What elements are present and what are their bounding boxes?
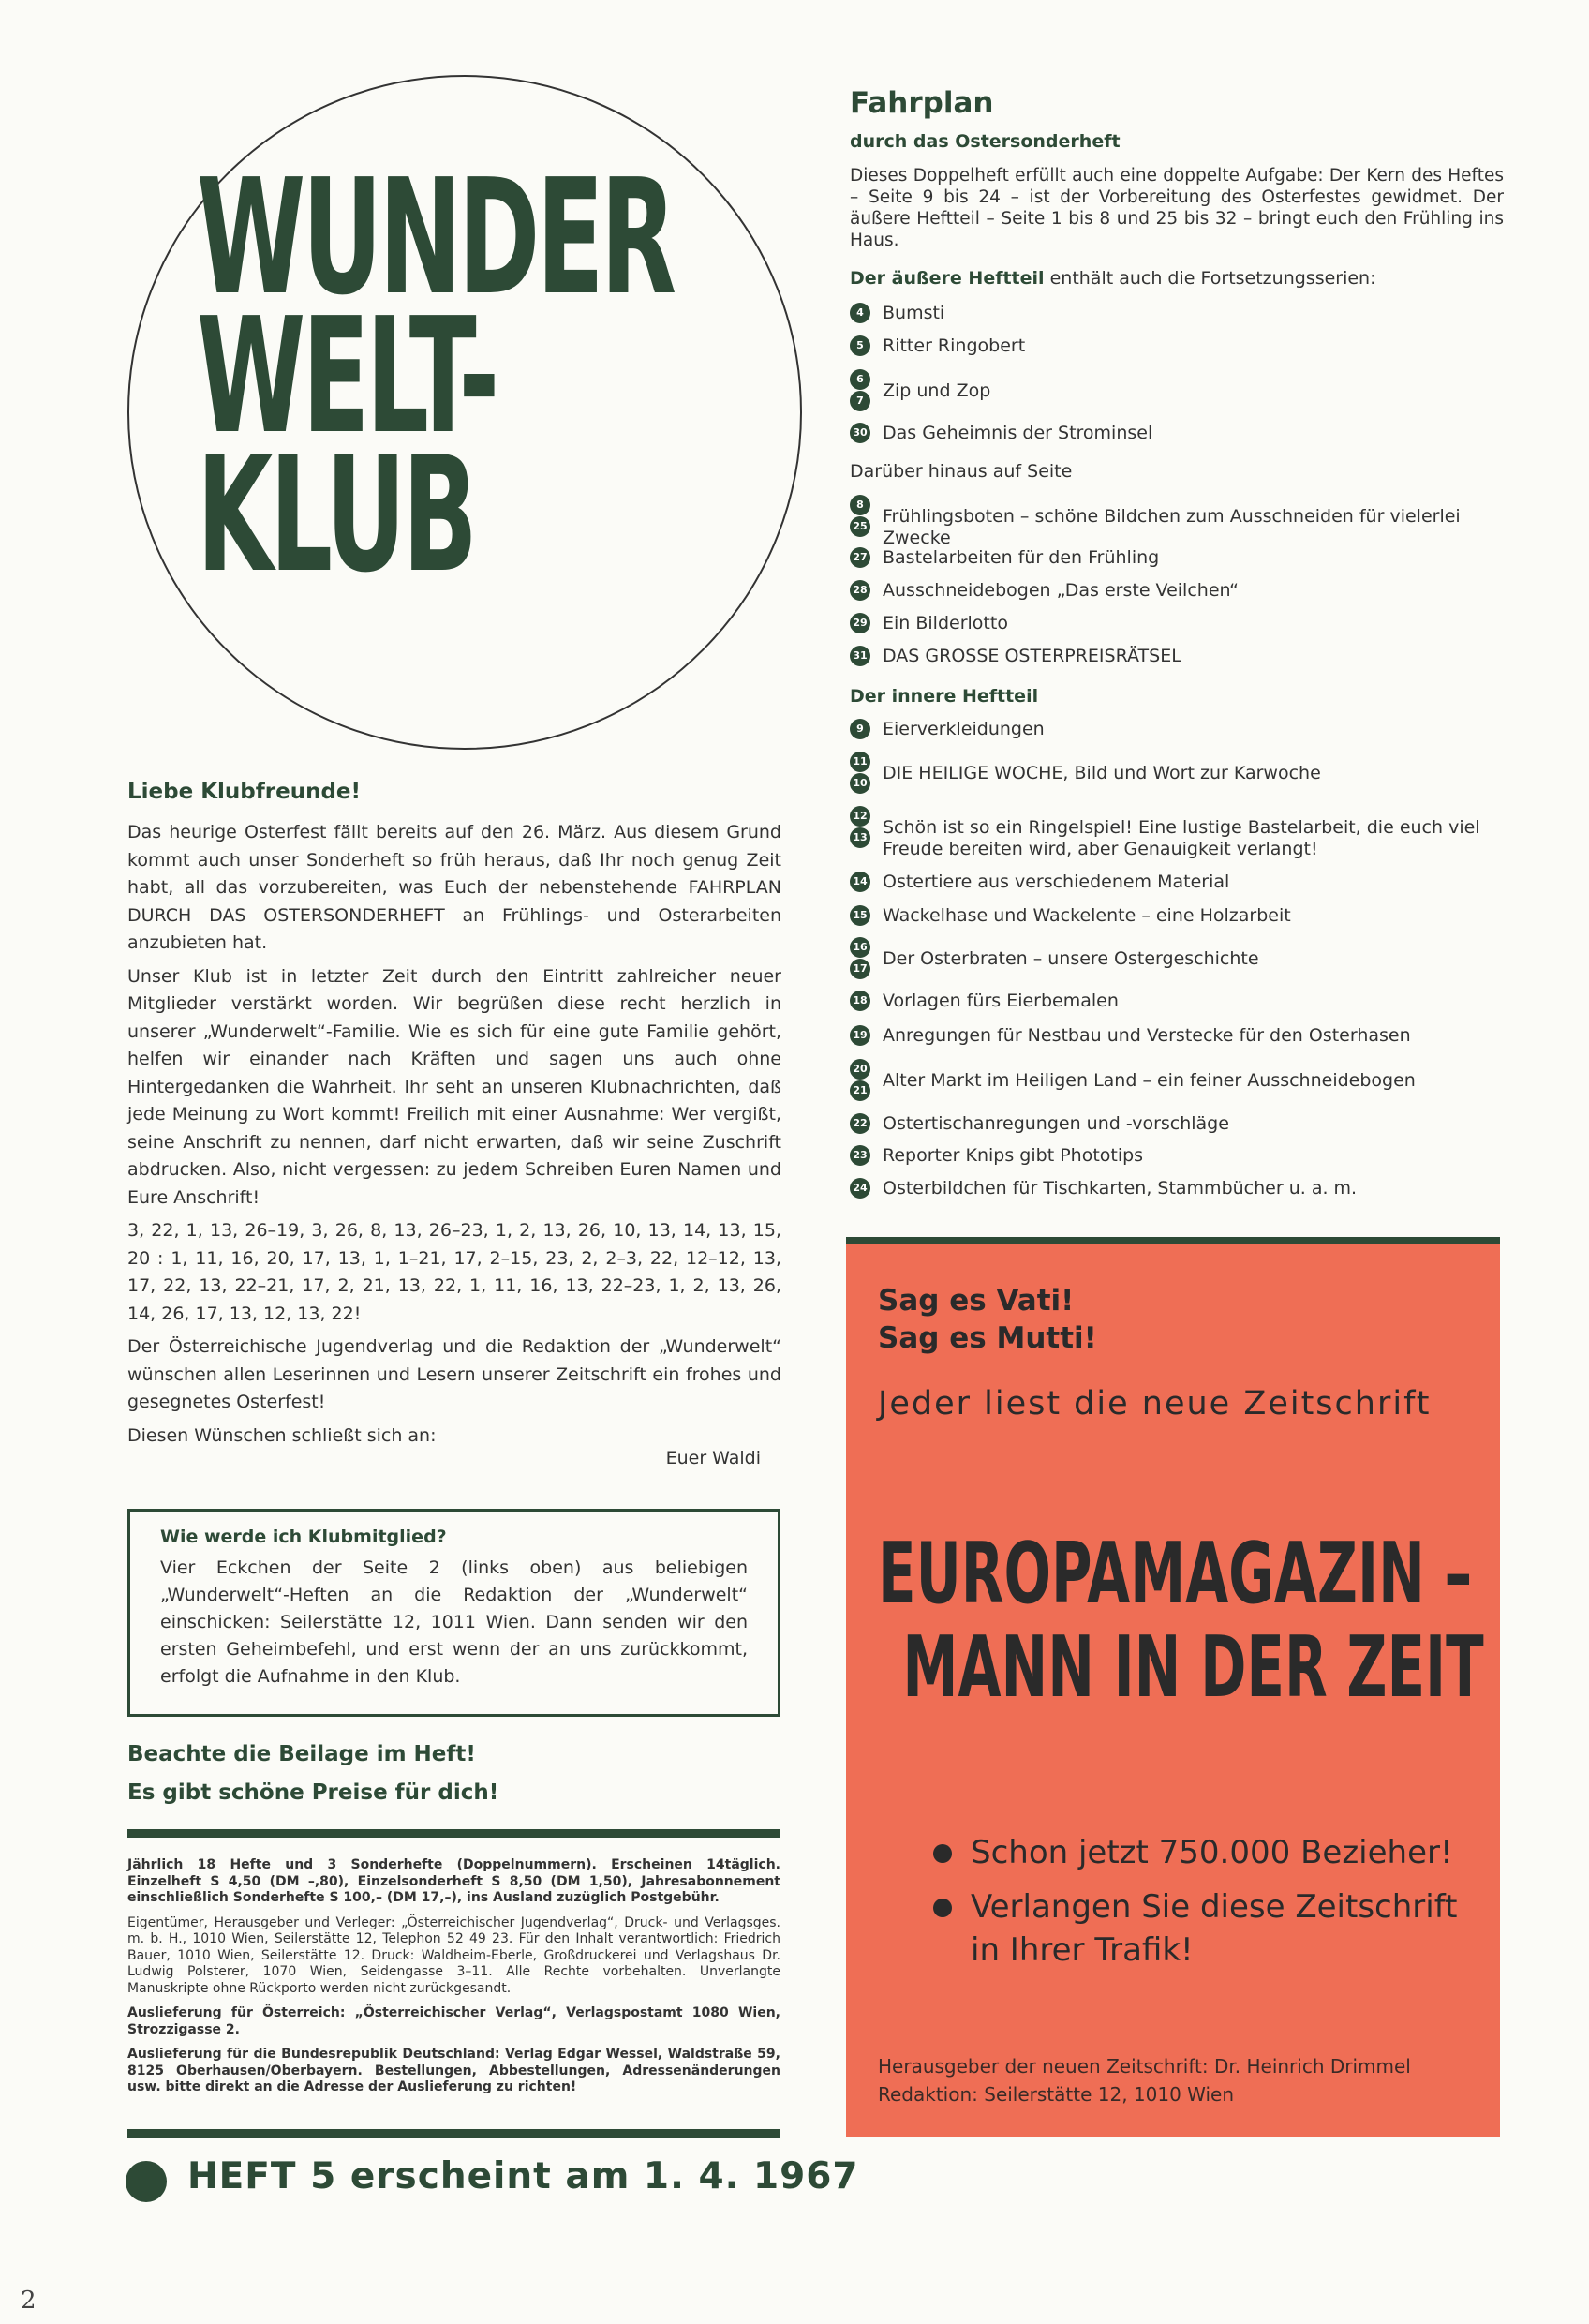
page-number-badges	[850, 369, 872, 412]
imprint-austria: Auslieferung für Österreich: „Österreichischer Verlag“, Verlagspostamt 1080 Wien, Strozzigasse 2.	[127, 2005, 780, 2037]
ad-title-line-2: MANN IN DER ZEIT	[902, 1618, 1484, 1717]
bullet-dot-icon	[933, 1899, 952, 1917]
page-badge-icon: 25	[850, 516, 870, 537]
letter-paragraph: Das heurige Osterfest fällt bereits auf den 26. März. Aus diesem Grund kommt auch unser Sonderheft so früh heraus, daß Ihr noch genug Zeit habt, all das vorzubereiten, was Euch der nebenstehende FAHRPLAN DURCH DAS OSTERSONDERHEFT an Frühlings- und Osterarbeiten anzubieten hat.	[127, 822, 781, 953]
page-number-badges	[850, 547, 872, 569]
page-badge-icon: 14	[850, 872, 870, 892]
page-badge-icon: 5	[850, 335, 870, 356]
toc-item-label: Das Geheimnis der Strominsel	[883, 423, 1153, 443]
toc-item-label: Anregungen für Nestbau und Verstecke für den Osterhasen	[883, 1025, 1411, 1046]
ad-slogan	[878, 1282, 1097, 1357]
page-badge-icon: 15	[850, 905, 870, 926]
membership-text: Vier Eckchen der Seite 2 (links oben) aus beliebigen „Wunderwelt“-Heften an die Redaktion der „Wunderwelt“ einschicken: Seilerstätte 12, 1011 Wien. Dann senden wir den ersten Geheimbefehl, und erst wenn der an uns zurückkommt, erfolgt die Aufnahme in den Klub.	[160, 1557, 748, 1687]
page-number-badges	[850, 495, 872, 538]
bullet-dot-icon	[933, 1844, 952, 1863]
page-badge-icon: 13	[850, 827, 870, 848]
toc-item-label: Ritter Ringobert	[883, 335, 1026, 356]
letter-paragraph: Der Österreichische Jugendverlag und die Redaktion der „Wunderwelt“ wünschen allen Leserinnen und Lesern unserer Zeitschrift ein frohes und gesegnetes Osterfest!	[127, 1336, 781, 1412]
imprint	[127, 1857, 780, 2105]
toc-item-label: Schön ist so ein Ringelspiel! Eine lustige Bastelarbeit, die euch viel Freude bereiten wird, aber Genauigkeit verlangt!	[883, 817, 1480, 859]
toc-item-label: Vorlagen fürs Eierbemalen	[883, 991, 1119, 1011]
page-badge-icon: 27	[850, 547, 870, 568]
toc-item-label: Osterbildchen für Tischkarten, Stammbücher u. a. m.	[883, 1178, 1358, 1199]
outer-part-heading	[850, 268, 1376, 289]
bullet-dot-icon	[126, 2161, 167, 2202]
supplement-line-1: Beachte die Beilage im Heft!	[127, 1742, 476, 1766]
club-logo	[197, 145, 674, 608]
page-number-badges	[850, 1145, 872, 1167]
page-number-badges	[850, 991, 872, 1012]
ad-title-line-1: EUROPAMAGAZIN –	[878, 1525, 1473, 1623]
ad-point-2	[971, 1885, 1457, 1972]
ad-footer	[878, 2052, 1411, 2108]
supplement-line-2: Es gibt schöne Preise für dich!	[127, 1780, 499, 1805]
imprint-publisher: Eigentümer, Herausgeber und Verleger: „Österreichischer Jugendverlag“, Druck- und Verlagsges. m. b. H., 1010 Wien, Seilerstätte 12, Telephon 52 49 23. Für den Inhalt verantwortlich: Friedrich Bauer, 1010 Wien, Seilerstätte 12. Druck: Waldheim-Eberle, Großdruckerei und Verlagshaus Dr. Ludwig Polsterer, 1070 Wien, Seidengasse 3–11. Alle Rechte vorbehalten. Unverlangte Manuskripte ohne Rückporto werden nicht zurückgesandt.	[127, 1914, 780, 1996]
toc-item-label: Der Osterbraten – unsere Ostergeschichte	[883, 948, 1259, 969]
page-badge-icon: 11	[850, 752, 870, 772]
letter-code: 3, 22, 1, 13, 26–19, 3, 26, 8, 13, 26–23, 1, 2, 13, 26, 10, 13, 14, 13, 15, 20 : 1, 11, 16, 20, 17, 13, 1, 1–21, 17, 2–15, 23, 2, 2–3, 22, 12–12, 13, 17, 22, 13, 22–21, 17, 2, 21, 13, 22, 1, 11, 16, 13, 22–23, 1, 2, 13, 26, 14, 26, 17, 13, 12, 13, 22!	[127, 1220, 781, 1324]
ad-slogan-2: Sag es Mutti!	[878, 1321, 1097, 1355]
letter-signature: Euer Waldi	[665, 1448, 761, 1468]
page-badge-icon: 22	[850, 1113, 870, 1134]
page-number-badges	[850, 1025, 872, 1047]
toc-item-label: Bumsti	[883, 303, 945, 323]
page-badge-icon: 7	[850, 391, 870, 411]
page-number-badges	[850, 423, 872, 444]
supplement-note	[127, 1736, 498, 1812]
page-number-badges	[850, 752, 872, 795]
page-badge-icon: 30	[850, 423, 870, 443]
ad-point-2-line-1: Verlangen Sie diese Zeitschrift	[971, 1888, 1458, 1926]
page-badge-icon: 24	[850, 1178, 870, 1199]
page-number-badges	[850, 905, 872, 927]
toc-item-label: DAS GROSSE OSTERPREISRÄTSEL	[883, 646, 1181, 666]
logo-line-3: KLUB	[197, 423, 475, 608]
page-number-badges	[850, 580, 872, 602]
page-badge-icon: 20	[850, 1059, 870, 1080]
fahrplan-intro: Dieses Doppelheft erfüllt auch eine doppelte Aufgabe: Der Kern des Heftes – Seite 9 bis 24 – ist der Vorbereitung des Osterfestes gewidmet. Der äußere Heftteil – Seite 1 bis 8 und 25 bis 32 – bringt euch den Frühling ins Haus.	[850, 166, 1504, 250]
toc-item-label: Frühlingsboten – schöne Bildchen zum Ausschneiden für vielerlei Zwecke	[883, 506, 1461, 548]
toc-item-label: Ostertischanregungen und -vorschläge	[883, 1113, 1229, 1134]
outer-part-heading-rest: enthält auch die Fortsetzungsserien:	[1044, 268, 1376, 289]
page-badge-icon: 16	[850, 937, 870, 958]
imprint-top-rule	[127, 1829, 780, 1838]
logo-line-1: WUNDER	[197, 145, 674, 331]
ad-magazine-title	[878, 1525, 1484, 1717]
imprint-bottom-rule	[127, 2129, 780, 2138]
membership-title: Wie werde ich Klubmitglied?	[160, 1527, 447, 1547]
page-badge-icon: 8	[850, 495, 870, 515]
logo-line-2: WELT-	[197, 284, 497, 469]
page-number-badges	[850, 806, 872, 849]
next-issue-notice: HEFT 5 erscheint am 1. 4. 1967	[187, 2155, 859, 2197]
page-number-badges	[850, 872, 872, 893]
page-number-badges	[850, 1178, 872, 1199]
toc-item-label: Eierverkleidungen	[883, 719, 1045, 739]
page-number-badges	[850, 613, 872, 634]
fahrplan-title: Fahrplan	[850, 86, 994, 120]
toc-item-label: Wackelhase und Wackelente – eine Holzarbeit	[883, 905, 1291, 926]
page-number-badges	[850, 719, 872, 740]
letter-paragraph: Diesen Wünschen schließt sich an:	[127, 1424, 437, 1446]
imprint-subscription: Jährlich 18 Hefte und 3 Sonderhefte (Doppelnummern). Erscheinen 14täglich. Einzelheft S 4,50 (DM –,80), Einzelsonderheft S 8,50 (DM 1,50), Jahresabonnement einschließlich Sonderhefte S 100,– (DM 17,–), ins Ausland zuzüglich Postgebühr.	[127, 1857, 780, 1905]
page-badge-icon: 4	[850, 303, 870, 323]
ad-point-2-line-2: in Ihrer Trafik!	[971, 1931, 1194, 1969]
page-badge-icon: 17	[850, 959, 870, 979]
toc-item-label: DIE HEILIGE WOCHE, Bild und Wort zur Karwoche	[883, 763, 1321, 783]
ad-top-rule	[846, 1237, 1500, 1244]
toc-item-label: Bastelarbeiten für den Frühling	[883, 547, 1160, 568]
letter-heading: Liebe Klubfreunde!	[127, 780, 362, 804]
page-badge-icon: 29	[850, 613, 870, 633]
page-badge-icon: 28	[850, 580, 870, 601]
toc-item-label: Zip und Zop	[883, 380, 991, 401]
page-number-badges	[850, 303, 872, 324]
page-badge-icon: 19	[850, 1025, 870, 1046]
page-badge-icon: 6	[850, 369, 870, 390]
page-number-badges	[850, 335, 872, 357]
toc-item-label: Alter Markt im Heiligen Land – ein feiner Ausschneidebogen	[883, 1070, 1416, 1091]
toc-item-label: Ostertiere aus verschiedenem Material	[883, 872, 1230, 892]
ad-footer-editorial: Redaktion: Seilerstätte 12, 1010 Wien	[878, 2083, 1235, 2106]
inner-part-heading	[850, 686, 1038, 707]
page-badge-icon: 23	[850, 1145, 870, 1166]
page-badge-icon: 12	[850, 806, 870, 827]
inner-part-heading-bold: Der innere Heftteil	[850, 686, 1039, 707]
letter-paragraph: Unser Klub ist in letzter Zeit durch den Eintritt zahlreicher neuer Mitglieder verstärkt worden. Wir begrüßen diese recht herzlich in unserer „Wunderwelt“-Familie. Wie es sich für eine gute Familie gehört, helfen wir einander nach Kräften und sagen uns auch ohne Hintergedanken die Wahrheit. Ihr seht an unseren Klubnachrichten, daß jede Meinung zu Wort kommt! Freilich mit einer Ausnahme: Wer vergißt, seine Anschrift zu nennen, darf nicht erwarten, daß wir seine Zuschrift abdrucken. Also, nicht vergessen: zu jedem Schreiben Euren Namen und Eure Anschrift!	[127, 965, 781, 1208]
ad-slogan-1: Sag es Vati!	[878, 1284, 1075, 1318]
page-number-badges	[850, 937, 872, 980]
toc-item-label: Reporter Knips gibt Phototips	[883, 1145, 1144, 1166]
page-badge-icon: 10	[850, 773, 870, 794]
fahrplan-subtitle: durch das Ostersonderheft	[850, 131, 1121, 152]
page-number: 2	[21, 2287, 37, 2315]
page-number-badges	[850, 1059, 872, 1102]
membership-box	[127, 1509, 780, 1717]
ad-point-1: Schon jetzt 750.000 Bezieher!	[971, 1834, 1453, 1871]
page-badge-icon: 31	[850, 646, 870, 666]
page-number-badges	[850, 646, 872, 667]
toc-item-label: Ein Bilderlotto	[883, 613, 1008, 633]
ad-footer-publisher: Herausgeber der neuen Zeitschrift: Dr. Heinrich Drimmel	[878, 2055, 1411, 2078]
toc-item-label: Ausschneidebogen „Das erste Veilchen“	[883, 580, 1240, 601]
page-badge-icon: 18	[850, 991, 870, 1011]
page-badge-icon: 21	[850, 1080, 870, 1101]
ad-subline: Jeder liest die neue Zeitschrift	[878, 1385, 1432, 1423]
page-number-badges	[850, 1113, 872, 1135]
outer-part-heading-bold: Der äußere Heftteil	[850, 268, 1045, 289]
letter-body	[127, 819, 781, 1455]
extra-heading: Darüber hinaus auf Seite	[850, 461, 1073, 482]
imprint-germany: Auslieferung für die Bundesrepublik Deutschland: Verlag Edgar Wessel, Waldstraße 59, 8125 Oberhausen/Oberbayern. Bestellungen, Abbestellungen, Adressenänderungen usw. bitte direkt an die Adresse der Auslieferung zu richten!	[127, 2047, 780, 2094]
page-badge-icon: 9	[850, 719, 870, 739]
